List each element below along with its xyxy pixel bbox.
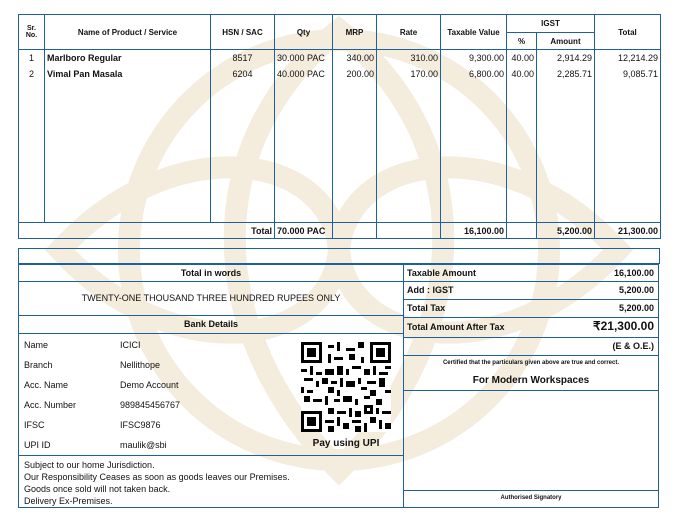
summary-row — [403, 264, 659, 282]
grand-total-label: Total Amount After Tax — [407, 322, 505, 332]
upi-qr-code — [301, 342, 391, 432]
bank-heading: Bank Details — [183, 319, 239, 329]
cell-qty: 30.000 PAC — [275, 50, 333, 66]
signature-divider — [403, 490, 659, 491]
totals-label: Total — [19, 223, 275, 239]
company-name: For Modern Workspaces — [472, 375, 590, 386]
summary-label: Add : IGST — [407, 285, 454, 295]
amount-in-words: TWENTY-ONE THOUSAND THREE HUNDRED RUPEES ONLY — [81, 293, 341, 303]
table-filler — [19, 82, 661, 223]
bank-label: Branch — [24, 360, 53, 370]
totals-qty: 70.000 PAC — [275, 223, 333, 239]
upi-caption: Pay using UPI — [312, 438, 380, 449]
bank-label: Acc. Name — [24, 380, 69, 390]
terms-line: Subject to our home Jurisdiction. — [24, 460, 155, 470]
cell-hsn: 8517 — [211, 50, 275, 66]
terms-box — [18, 456, 404, 508]
totals-taxable: 16,100.00 — [441, 223, 507, 239]
cell-rate: 170.00 — [377, 66, 441, 82]
items-table — [18, 14, 661, 239]
cell-sr: 1 — [19, 50, 45, 66]
cell-total: 12,214.29 — [595, 50, 661, 66]
cell-hsn: 6204 — [211, 66, 275, 82]
bank-label: Acc. Number — [24, 400, 77, 410]
col-taxable: Taxable Value — [441, 15, 507, 50]
terms-line: Goods once sold will not taken back. — [24, 484, 171, 494]
summary-label: Total Tax — [407, 303, 446, 313]
bank-value: Demo Account — [120, 380, 179, 390]
cell-pct: 40.00 — [507, 66, 537, 82]
col-igst-amount: Amount — [537, 33, 595, 50]
cell-amount: 2,285.71 — [537, 66, 595, 82]
col-igst-pct: % — [507, 33, 537, 50]
totals-total: 21,300.00 — [595, 223, 661, 239]
col-sr: Sr. No. — [19, 15, 45, 50]
cell-name: Marlboro Regular — [45, 50, 211, 66]
authorised-signatory: Authorised Signatory — [500, 495, 562, 501]
terms-line: Our Responsibility Ceases as soon as goods leaves our Premises. — [24, 472, 290, 482]
bank-value: IFSC9876 — [120, 420, 161, 430]
grand-total-value: ₹21,300.00 — [592, 319, 654, 333]
terms-line: Delivery Ex-Premises. — [24, 496, 113, 506]
grand-total-row — [403, 318, 659, 338]
certified-text: Certified that the particulars given above are true and correct. — [442, 360, 620, 366]
col-hsn: HSN / SAC — [211, 15, 275, 50]
table-row — [19, 66, 661, 82]
cell-sr: 2 — [19, 66, 45, 82]
cell-mrp: 200.00 — [333, 66, 377, 82]
bank-label: IFSC — [24, 420, 45, 430]
cell-name: Vimal Pan Masala — [45, 66, 211, 82]
cell-total: 9,085.71 — [595, 66, 661, 82]
col-igst: IGST — [507, 15, 595, 33]
cell-taxable: 6,800.00 — [441, 66, 507, 82]
col-total: Total — [595, 15, 661, 50]
col-mrp: MRP — [333, 15, 377, 50]
summary-value: 16,100.00 — [613, 268, 654, 278]
cell-rate: 310.00 — [377, 50, 441, 66]
col-name: Name of Product / Service — [45, 15, 211, 50]
eoe-row — [403, 338, 659, 356]
bank-heading-box — [18, 316, 404, 334]
totals-row — [19, 223, 661, 239]
bank-value: 989845456767 — [120, 400, 181, 410]
summary-value: 5,200.00 — [618, 303, 654, 313]
bank-value: Nellithope — [120, 360, 161, 370]
words-box — [18, 282, 404, 316]
cell-mrp: 340.00 — [333, 50, 377, 66]
col-qty: Qty — [275, 15, 333, 50]
summary-row — [403, 282, 659, 300]
summary-value: 5,200.00 — [618, 285, 654, 295]
bank-value: ICICI — [120, 340, 141, 350]
eoe-note: (E & O.E.) — [612, 341, 654, 351]
col-rate: Rate — [377, 15, 441, 50]
words-heading-box — [18, 264, 404, 282]
bank-value: maulik@sbi — [120, 440, 167, 450]
cell-amount: 2,914.29 — [537, 50, 595, 66]
summary-label: Taxable Amount — [407, 268, 477, 278]
summary-row — [403, 300, 659, 318]
cell-qty: 40.000 PAC — [275, 66, 333, 82]
spacer-bar — [18, 248, 660, 264]
totals-amount: 5,200.00 — [537, 223, 595, 239]
table-row — [19, 50, 661, 66]
bank-label: Name — [24, 340, 49, 350]
signature-line — [403, 390, 659, 391]
cell-taxable: 9,300.00 — [441, 50, 507, 66]
bank-label: UPI ID — [24, 440, 51, 450]
words-heading: Total in words — [180, 268, 242, 278]
cell-pct: 40.00 — [507, 50, 537, 66]
